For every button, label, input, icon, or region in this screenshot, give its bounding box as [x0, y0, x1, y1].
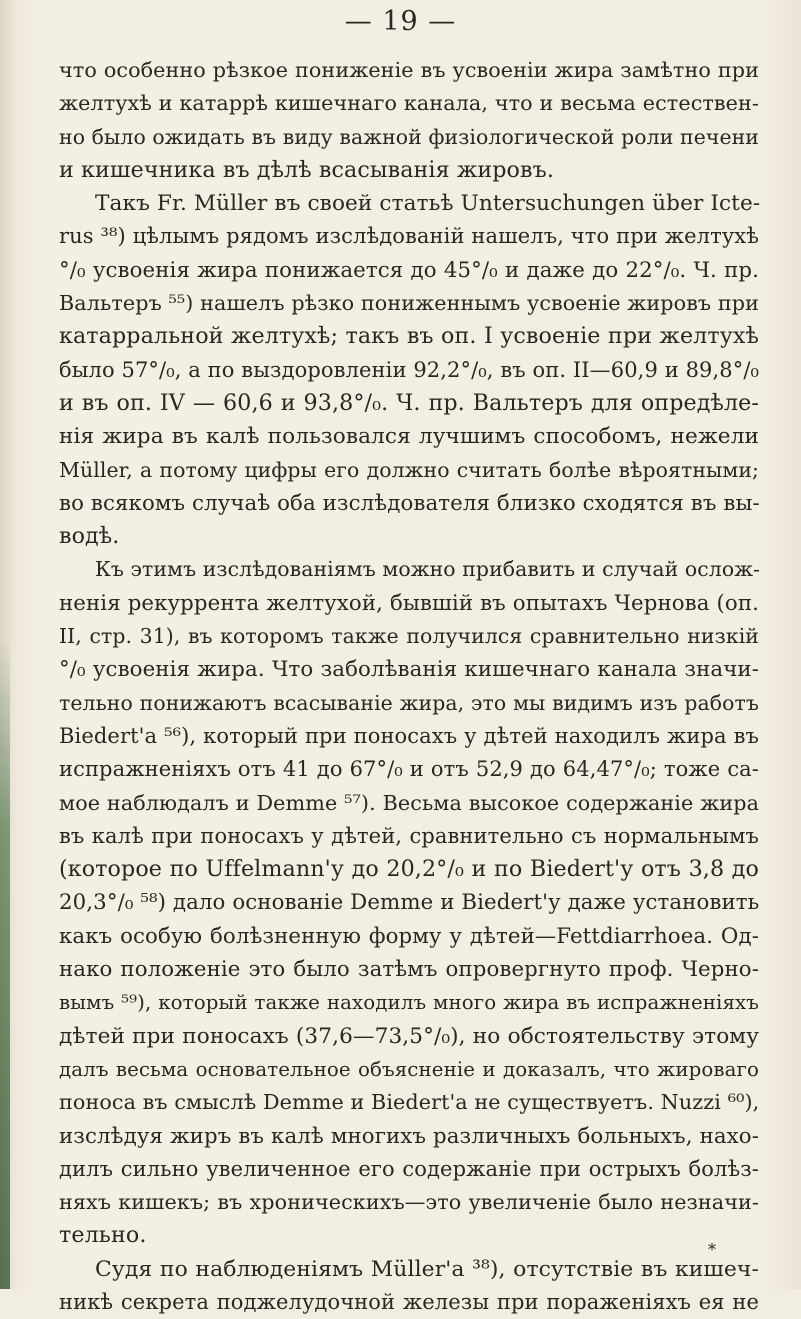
- text-line: во всякомъ случаѣ оба изслѣдователя близко сходятся въ вы-: [59, 490, 760, 516]
- text-line: тельно понижаютъ всасываніе жира, это мы видимъ изъ работъ: [59, 690, 759, 715]
- text-line: °/₀ усвоенія жира. Что заболѣванія кишечнаго канала значи-: [59, 657, 759, 683]
- text-line: няхъ кишекъ; въ хроническихъ—это увеличеніе было незначи-: [59, 1190, 759, 1215]
- text-line: тельно.: [59, 1222, 147, 1249]
- text-line: II, стр. 31), въ которомъ также получился сравнительно низкій: [59, 624, 759, 649]
- text-line: катарральной желтухѣ; такъ въ оп. I усвоеніе при желтухѣ: [59, 323, 759, 350]
- text-line: Къ этимъ изслѣдованіямъ можно прибавить и случай ослож-: [95, 557, 761, 582]
- text-line: rus ³⁸) цѣлымъ рядомъ изслѣдованій нашелъ, что при желтухѣ: [59, 224, 759, 249]
- text-line: желтухѣ и катаррѣ кишечнаго канала, что и весьма естествен-: [59, 91, 759, 116]
- text-line: дѣтей при поносахъ (37,6—73,5°/₀), но обстоятельству этому: [59, 1023, 759, 1049]
- text-line: мое наблюдалъ и Demme ⁵⁷). Весьма высокое содержаніе жира: [59, 790, 759, 815]
- text-line: было 57°/₀, а по выздоровленіи 92,2°/₀, въ оп. II—60,9 и 89,8°/₀: [59, 357, 760, 382]
- text-line: Такъ Fr. Müller въ своей статьѣ Untersuchungen über Icte-: [95, 191, 761, 217]
- text-line: испражненіяхъ отъ 41 до 67°/₀ и отъ 52,9 до 64,47°/₀; тоже са-: [59, 757, 759, 782]
- text-line: какъ особую болѣзненную форму у дѣтей—Fettdiarrhoea. Од-: [59, 923, 759, 949]
- text-line: и въ оп. IV — 60,6 и 93,8°/₀. Ч. пр. Вальтеръ для опредѣле-: [59, 389, 759, 416]
- body-text: [59, 54, 759, 1319]
- text-line: водѣ.: [59, 523, 120, 550]
- text-line: и кишечника въ дѣлѣ всасыванія жировъ.: [59, 156, 554, 183]
- text-line: что особенно рѣзкое пониженіе въ усвоеніи жира замѣтно при: [59, 58, 759, 82]
- text-line: Судя по наблюденіямъ Müller'a ³⁸), отсутствіе въ кишеч-: [95, 1256, 759, 1282]
- text-line: никѣ секрета поджелудочной железы при пораженіяхъ ея не: [59, 1289, 759, 1314]
- text-line: °/₀ усвоенія жира понижается до 45°/₀ и даже до 22°/₀. Ч. пр.: [59, 257, 759, 283]
- text-line: Biedert'a ⁵⁶), который при поносахъ у дѣтей находилъ жира въ: [59, 723, 759, 748]
- text-line: Müller, а потому цифры его должно считать болѣе вѣроятными;: [59, 457, 759, 482]
- text-line: вымъ ⁵⁹), который также находилъ много жира въ испражненіяхъ: [59, 991, 759, 1015]
- text-line: дилъ сильно увеличенное его содержаніе при острыхъ болѣз-: [59, 1156, 759, 1181]
- text-line: нако положеніе это было затѣмъ опровергнуто проф. Черно-: [59, 957, 759, 983]
- text-line: но было ожидать въ виду важной физіологической роли печени: [59, 124, 759, 149]
- text-line: 20,3°/₀ ⁵⁸) дало основаніе Demme и Biedert'у даже установить: [59, 890, 760, 916]
- text-line: въ калѣ при поносахъ у дѣтей, сравнительно съ нормальнымъ: [59, 823, 759, 848]
- text-line: далъ весьма основательное объясненіе и доказалъ, что жироваго: [59, 1057, 759, 1081]
- text-line: Вальтеръ ⁵⁵) нашелъ рѣзко пониженнымъ усвоеніе жировъ при: [59, 291, 759, 316]
- binding-shadow: [0, 640, 10, 1289]
- page-number: — 19 —: [344, 6, 457, 37]
- text-line: ненія рекуррента желтухой, бывшій въ опытахъ Чернова (оп.: [59, 590, 759, 616]
- text-line: изслѣдуя жиръ въ калѣ многихъ различныхъ больныхъ, нахо-: [59, 1123, 759, 1149]
- text-line: нія жира въ калѣ пользовался лучшимъ способомъ, нежели: [59, 424, 759, 450]
- text-line: (которое по Uffelmann'у до 20,2°/₀ и по Biedert'у отъ 3,8 до: [59, 856, 759, 883]
- footer-mark: *: [708, 1240, 716, 1259]
- text-line: поноса въ смыслѣ Demme и Biedert'a не существуетъ. Nuzzi ⁶⁰),: [59, 1090, 760, 1115]
